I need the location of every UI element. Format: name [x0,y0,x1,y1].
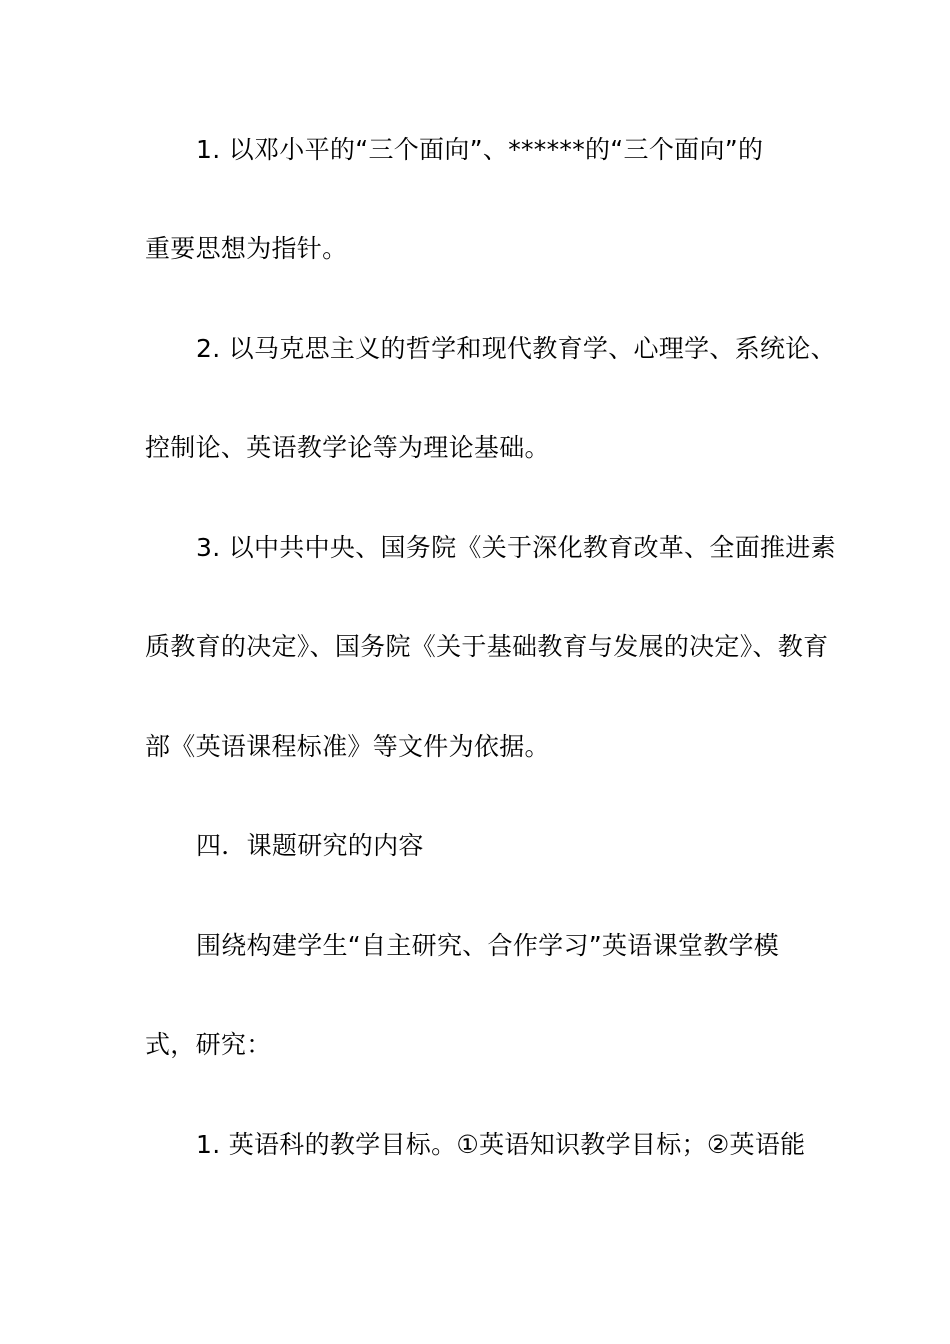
paragraph-line-10: 式，研究： [145,1030,272,1059]
paragraph-line-3: 2. 以马克思主义的哲学和现代教育学、心理学、系统论、 [196,334,836,363]
paragraph-line-11: 1. 英语科的教学目标。①英语知识教学目标；②英语能 [196,1130,806,1159]
paragraph-line-9: 围绕构建学生“自主研究、合作学习”英语课堂教学模 [196,931,780,960]
paragraph-line-5: 3. 以中共中央、国务院《关于深化教育改革、全面推进素 [196,533,836,562]
paragraph-line-4: 控制论、英语教学论等为理论基础。 [145,433,550,462]
paragraph-line-2: 重要思想为指针。 [145,234,348,263]
paragraph-line-1: 1. 以邓小平的“三个面向”、******的“三个面向”的 [196,135,764,164]
paragraph-line-7: 部《英语课程标准》等文件为依据。 [145,732,550,761]
section-heading: 四．课题研究的内容 [196,831,424,860]
paragraph-line-6: 质教育的决定》、国务院《关于基础教育与发展的决定》、教育 [145,632,829,661]
